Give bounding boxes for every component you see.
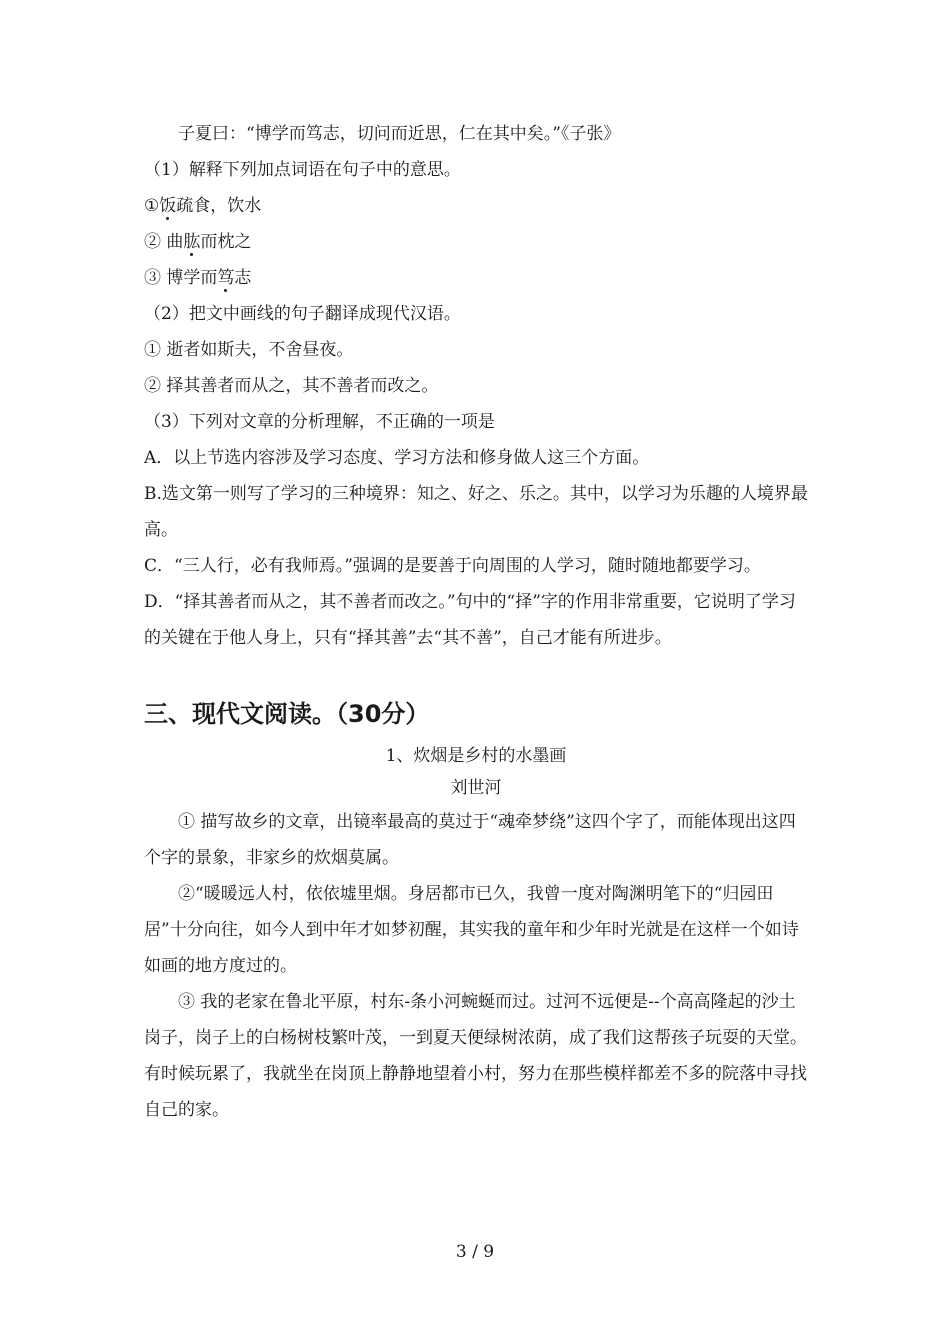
article-paragraph-2: ②“暖暖远人村，依依墟里烟。身居都市已久，我曾一度对陶渊明笔下的“归园田居”十分向往，如今人到中年才如梦初醒，其实我的童年和少年时光就是在这样一个如诗如画的地方度过的。 <box>144 884 799 976</box>
item-rest: 疏食，饮水 <box>176 196 262 216</box>
quote-line: 子夏曰：“博学而笃志，切问而近思，仁在其中矣。”《子张》 <box>178 124 621 144</box>
dotted-character: 肱 <box>183 224 200 260</box>
question-3-option-b: B.选文第一则写了学习的三种境界：知之、好之、乐之。其中，以学习为乐趣的人境界最高。 <box>144 484 808 540</box>
article-paragraph-3: ③ 我的老家在鲁北平原，村东-条小河蜿蜒而过。过河不远便是--个高高隆起的沙土岗子，岗子上的白杨树枝繁叶茂，一到夏天便绿树浓荫，成了我们这帮孩子玩耍的天堂。有时候玩累了，我就坐在岗顶上静静地望着小村，努力在那些模样都差不多的院落中寻找自己的家。 <box>144 992 807 1120</box>
article-author: 刘世河 <box>450 778 502 798</box>
section-heading: 三、现代文阅读。（30分） <box>144 700 430 728</box>
question-2-item-2: ② 择其善者而从之，其不善者而改之。 <box>144 376 439 396</box>
question-1-item-3 <box>144 260 808 296</box>
dotted-character: 饭 <box>159 188 176 224</box>
item-rest: 而枕之 <box>200 232 252 252</box>
item-rest: 志 <box>234 268 252 288</box>
question-1-prompt: （1）解释下列加点词语在句子中的意思。 <box>144 160 461 180</box>
question-1-item-1 <box>144 188 808 224</box>
item-prefix: ② 曲 <box>144 232 184 252</box>
question-1-item-2 <box>144 224 808 260</box>
question-2-prompt: （2）把文中画线的句子翻译成现代汉语。 <box>144 304 461 324</box>
item-prefix: ① <box>144 196 160 216</box>
dotted-character: 笃 <box>217 260 234 296</box>
article-title: 1、炊烟是乡村的水墨画 <box>385 746 567 766</box>
page-content <box>144 116 808 1128</box>
question-2-item-1: ① 逝者如斯夫，不舍昼夜。 <box>144 340 354 360</box>
question-3-prompt: （3）下列对文章的分析理解，不正确的一项是 <box>144 412 495 432</box>
article-paragraph-1: ① 描写故乡的文章，出镜率最高的莫过于“魂牵梦绕”这四个字了，而能体现出这四个字的景象，非家乡的炊烟莫属。 <box>144 812 796 868</box>
question-3-option-a: A．以上节选内容涉及学习态度、学习方法和修身做人这三个方面。 <box>144 448 650 468</box>
question-3-option-d: D．“择其善者而从之，其不善者而改之。”句中的“择”字的作用非常重要，它说明了学习的关键在于他人身上，只有“择其善”去“其不善”，自己才能有所进步。 <box>144 592 796 648</box>
question-3-option-c: C．“三人行，必有我师焉。”强调的是要善于向周围的人学习，随时随地都要学习。 <box>144 556 761 576</box>
page-number: 3 / 9 <box>455 1242 495 1262</box>
item-prefix: ③ 博学而 <box>144 268 218 288</box>
